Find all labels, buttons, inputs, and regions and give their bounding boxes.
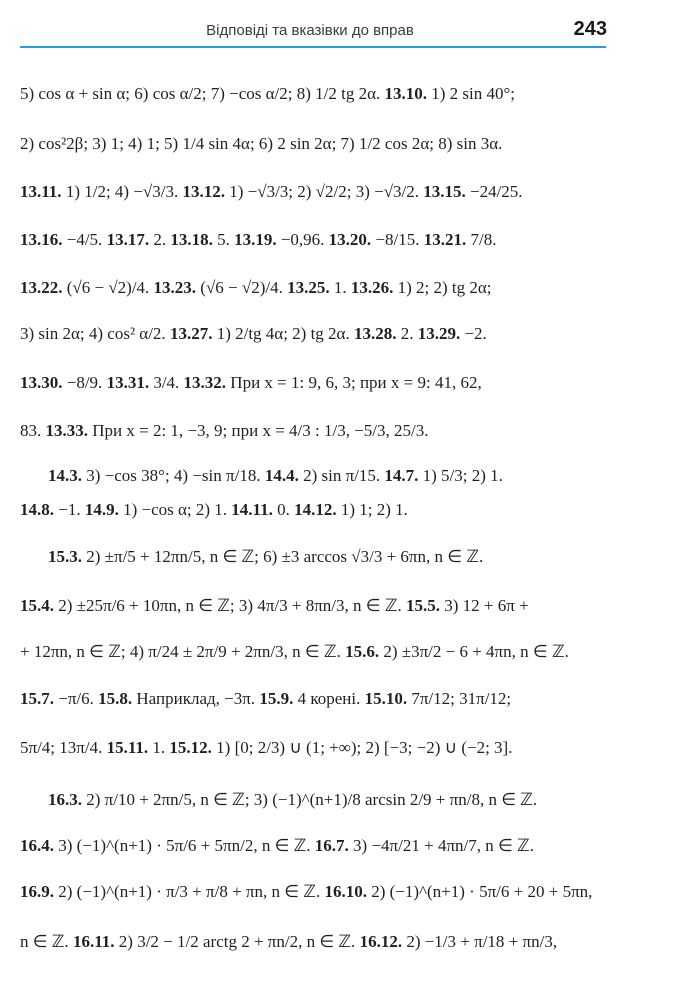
exercise-number: 13.22. xyxy=(20,278,63,297)
exercise-number: 14.3. xyxy=(48,466,82,485)
answer-line xyxy=(48,547,638,567)
exercise-number: 16.10. xyxy=(324,882,367,901)
exercise-number: 13.17. xyxy=(106,230,150,249)
exercise-number: 13.29. xyxy=(417,324,461,343)
exercise-number: 13.20. xyxy=(328,230,372,249)
exercise-number: 13.31. xyxy=(106,373,150,392)
answer-text: 5) cos α + sin α; 6) cos α/2; 7) −cos α/2; 8) 1/2 tg 2α. 13.10. 1) 2 sin 40°; xyxy=(20,84,516,103)
exercise-number: 13.11. xyxy=(20,182,62,201)
answer-line xyxy=(20,134,610,154)
answer-text: 15.7. −π/6. 15.8. Наприклад, −3π. 15.9. 4 корені. 15.10. 7π/12; 31π/12; xyxy=(20,689,512,708)
answer-line xyxy=(20,421,610,441)
exercise-number: 13.25. xyxy=(287,278,330,297)
exercise-number: 13.33. xyxy=(45,421,88,440)
answer-line xyxy=(20,689,610,709)
answer-text: 14.8. −1. 14.9. 1) −cos α; 2) 1. 14.11. 0. 14.12. 1) 1; 2) 1. xyxy=(20,500,408,519)
answer-text: 83. 13.33. При x = 2: 1, −3, 9; при x = 4/3 : 1/3, −5/3, 25/3. xyxy=(20,421,429,440)
exercise-number: 16.3. xyxy=(48,790,82,809)
exercise-number: 13.26. xyxy=(350,278,394,297)
exercise-number: 15.5. xyxy=(406,596,440,615)
answer-text: 16.9. 2) (−1)^(n+1) · π/3 + π/8 + πn, n ∈ ℤ. 16.10. 2) (−1)^(n+1) · 5π/6 + 20 + 5πn, xyxy=(20,882,593,901)
exercise-number: 13.10. xyxy=(384,84,427,103)
answer-text: 3) sin 2α; 4) cos² α/2. 13.27. 1) 2/tg 4α; 2) tg 2α. 13.28. 2. 13.29. −2. xyxy=(20,324,487,343)
answer-text: 16.4. 3) (−1)^(n+1) · 5π/6 + 5πn/2, n ∈ ℤ. 16.7. 3) −4π/21 + 4πn/7, n ∈ ℤ. xyxy=(20,836,534,855)
exercise-number: 15.7. xyxy=(20,689,54,708)
exercise-number: 15.9. xyxy=(259,689,294,708)
exercise-number: 16.7. xyxy=(314,836,349,855)
answer-line xyxy=(20,932,610,952)
exercise-number: 14.11. xyxy=(231,500,273,519)
header-title: Відповіді та вказівки до вправ xyxy=(206,22,414,39)
answer-text: 2) cos²2β; 3) 1; 4) 1; 5) 1/4 sin 4α; 6) 2 sin 2α; 7) 1/2 cos 2α; 8) sin 3α. xyxy=(20,134,503,153)
answer-line xyxy=(20,642,610,662)
exercise-number: 13.12. xyxy=(182,182,225,201)
exercise-number: 13.16. xyxy=(20,230,63,249)
answer-text: 13.16. −4/5. 13.17. 2. 13.18. 5. 13.19. −0,96. 13.20. −8/15. 13.21. 7/8. xyxy=(20,230,497,249)
answer-line xyxy=(20,182,610,202)
exercise-number: 14.12. xyxy=(294,500,337,519)
answer-text: n ∈ ℤ. 16.11. 2) 3/2 − 1/2 arctg 2 + πn/2, n ∈ ℤ. 16.12. 2) −1/3 + π/18 + πn/3, xyxy=(20,932,558,951)
answer-text: 15.4. 2) ±25π/6 + 10πn, n ∈ ℤ; 3) 4π/3 + 8πn/3, n ∈ ℤ. 15.5. 3) 12 + 6π + xyxy=(20,596,529,615)
exercise-number: 13.30. xyxy=(20,373,63,392)
answer-line xyxy=(20,596,610,616)
exercise-number: 13.23. xyxy=(153,278,197,297)
exercise-number: 16.4. xyxy=(20,836,54,855)
page-header xyxy=(0,0,695,48)
answer-text: 16.3. 2) π/10 + 2πn/5, n ∈ ℤ; 3) (−1)^(n+1)/8 arcsin 2/9 + πn/8, n ∈ ℤ. xyxy=(48,790,538,809)
answer-line xyxy=(20,324,610,344)
answer-line xyxy=(20,373,610,393)
exercise-number: 13.19. xyxy=(234,230,277,249)
answer-line xyxy=(48,466,638,486)
answer-text: 15.3. 2) ±π/5 + 12πn/5, n ∈ ℤ; 6) ±3 arccos √3/3 + 6πn, n ∈ ℤ. xyxy=(48,547,484,566)
exercise-number: 13.21. xyxy=(423,230,467,249)
exercise-number: 14.8. xyxy=(20,500,54,519)
answer-line xyxy=(20,230,610,250)
answer-text: + 12πn, n ∈ ℤ; 4) π/24 ± 2π/9 + 2πn/3, n ∈ ℤ. 15.6. 2) ±3π/2 − 6 + 4πn, n ∈ ℤ. xyxy=(20,642,569,661)
exercise-number: 13.18. xyxy=(170,230,213,249)
exercise-number: 15.8. xyxy=(98,689,133,708)
answer-line xyxy=(20,882,610,902)
exercise-number: 14.7. xyxy=(384,466,419,485)
exercise-number: 13.28. xyxy=(353,324,397,343)
exercise-number: 14.4. xyxy=(264,466,299,485)
answer-line xyxy=(20,738,610,758)
exercise-number: 15.10. xyxy=(364,689,408,708)
exercise-number: 13.32. xyxy=(183,373,227,392)
answer-line xyxy=(20,836,610,856)
answer-text: 14.3. 3) −cos 38°; 4) −sin π/18. 14.4. 2) sin π/15. 14.7. 1) 5/3; 2) 1. xyxy=(48,466,503,485)
answer-text: 13.22. (√6 − √2)/4. 13.23. (√6 − √2)/4. 13.25. 1. 13.26. 1) 2; 2) tg 2α; xyxy=(20,278,492,297)
exercise-number: 15.4. xyxy=(20,596,54,615)
exercise-number: 13.15. xyxy=(423,182,466,201)
answer-line xyxy=(20,278,610,298)
exercise-number: 16.12. xyxy=(359,932,403,951)
exercise-number: 15.3. xyxy=(48,547,82,566)
exercise-number: 15.6. xyxy=(345,642,380,661)
exercise-number: 16.11. xyxy=(72,932,115,951)
answer-text: 13.11. 1) 1/2; 4) −√3/3. 13.12. 1) −√3/3; 2) √2/2; 3) −√3/2. 13.15. −24/25. xyxy=(20,182,523,201)
exercise-number: 15.12. xyxy=(169,738,212,757)
exercise-number: 13.27. xyxy=(169,324,213,343)
header-rule xyxy=(20,46,606,48)
exercise-number: 15.11. xyxy=(106,738,149,757)
answer-text: 13.30. −8/9. 13.31. 3/4. 13.32. При x = 1: 9, 6, 3; при x = 9: 41, 62, xyxy=(20,373,482,392)
page-number: 243 xyxy=(573,18,607,40)
answer-line xyxy=(20,84,610,104)
exercise-number: 14.9. xyxy=(84,500,119,519)
answer-text: 5π/4; 13π/4. 15.11. 1. 15.12. 1) [0; 2/3) ∪ (1; +∞); 2) [−3; −2) ∪ (−2; 3]. xyxy=(20,738,513,757)
exercise-number: 16.9. xyxy=(20,882,54,901)
answer-line xyxy=(48,790,638,810)
answer-line xyxy=(20,500,610,520)
